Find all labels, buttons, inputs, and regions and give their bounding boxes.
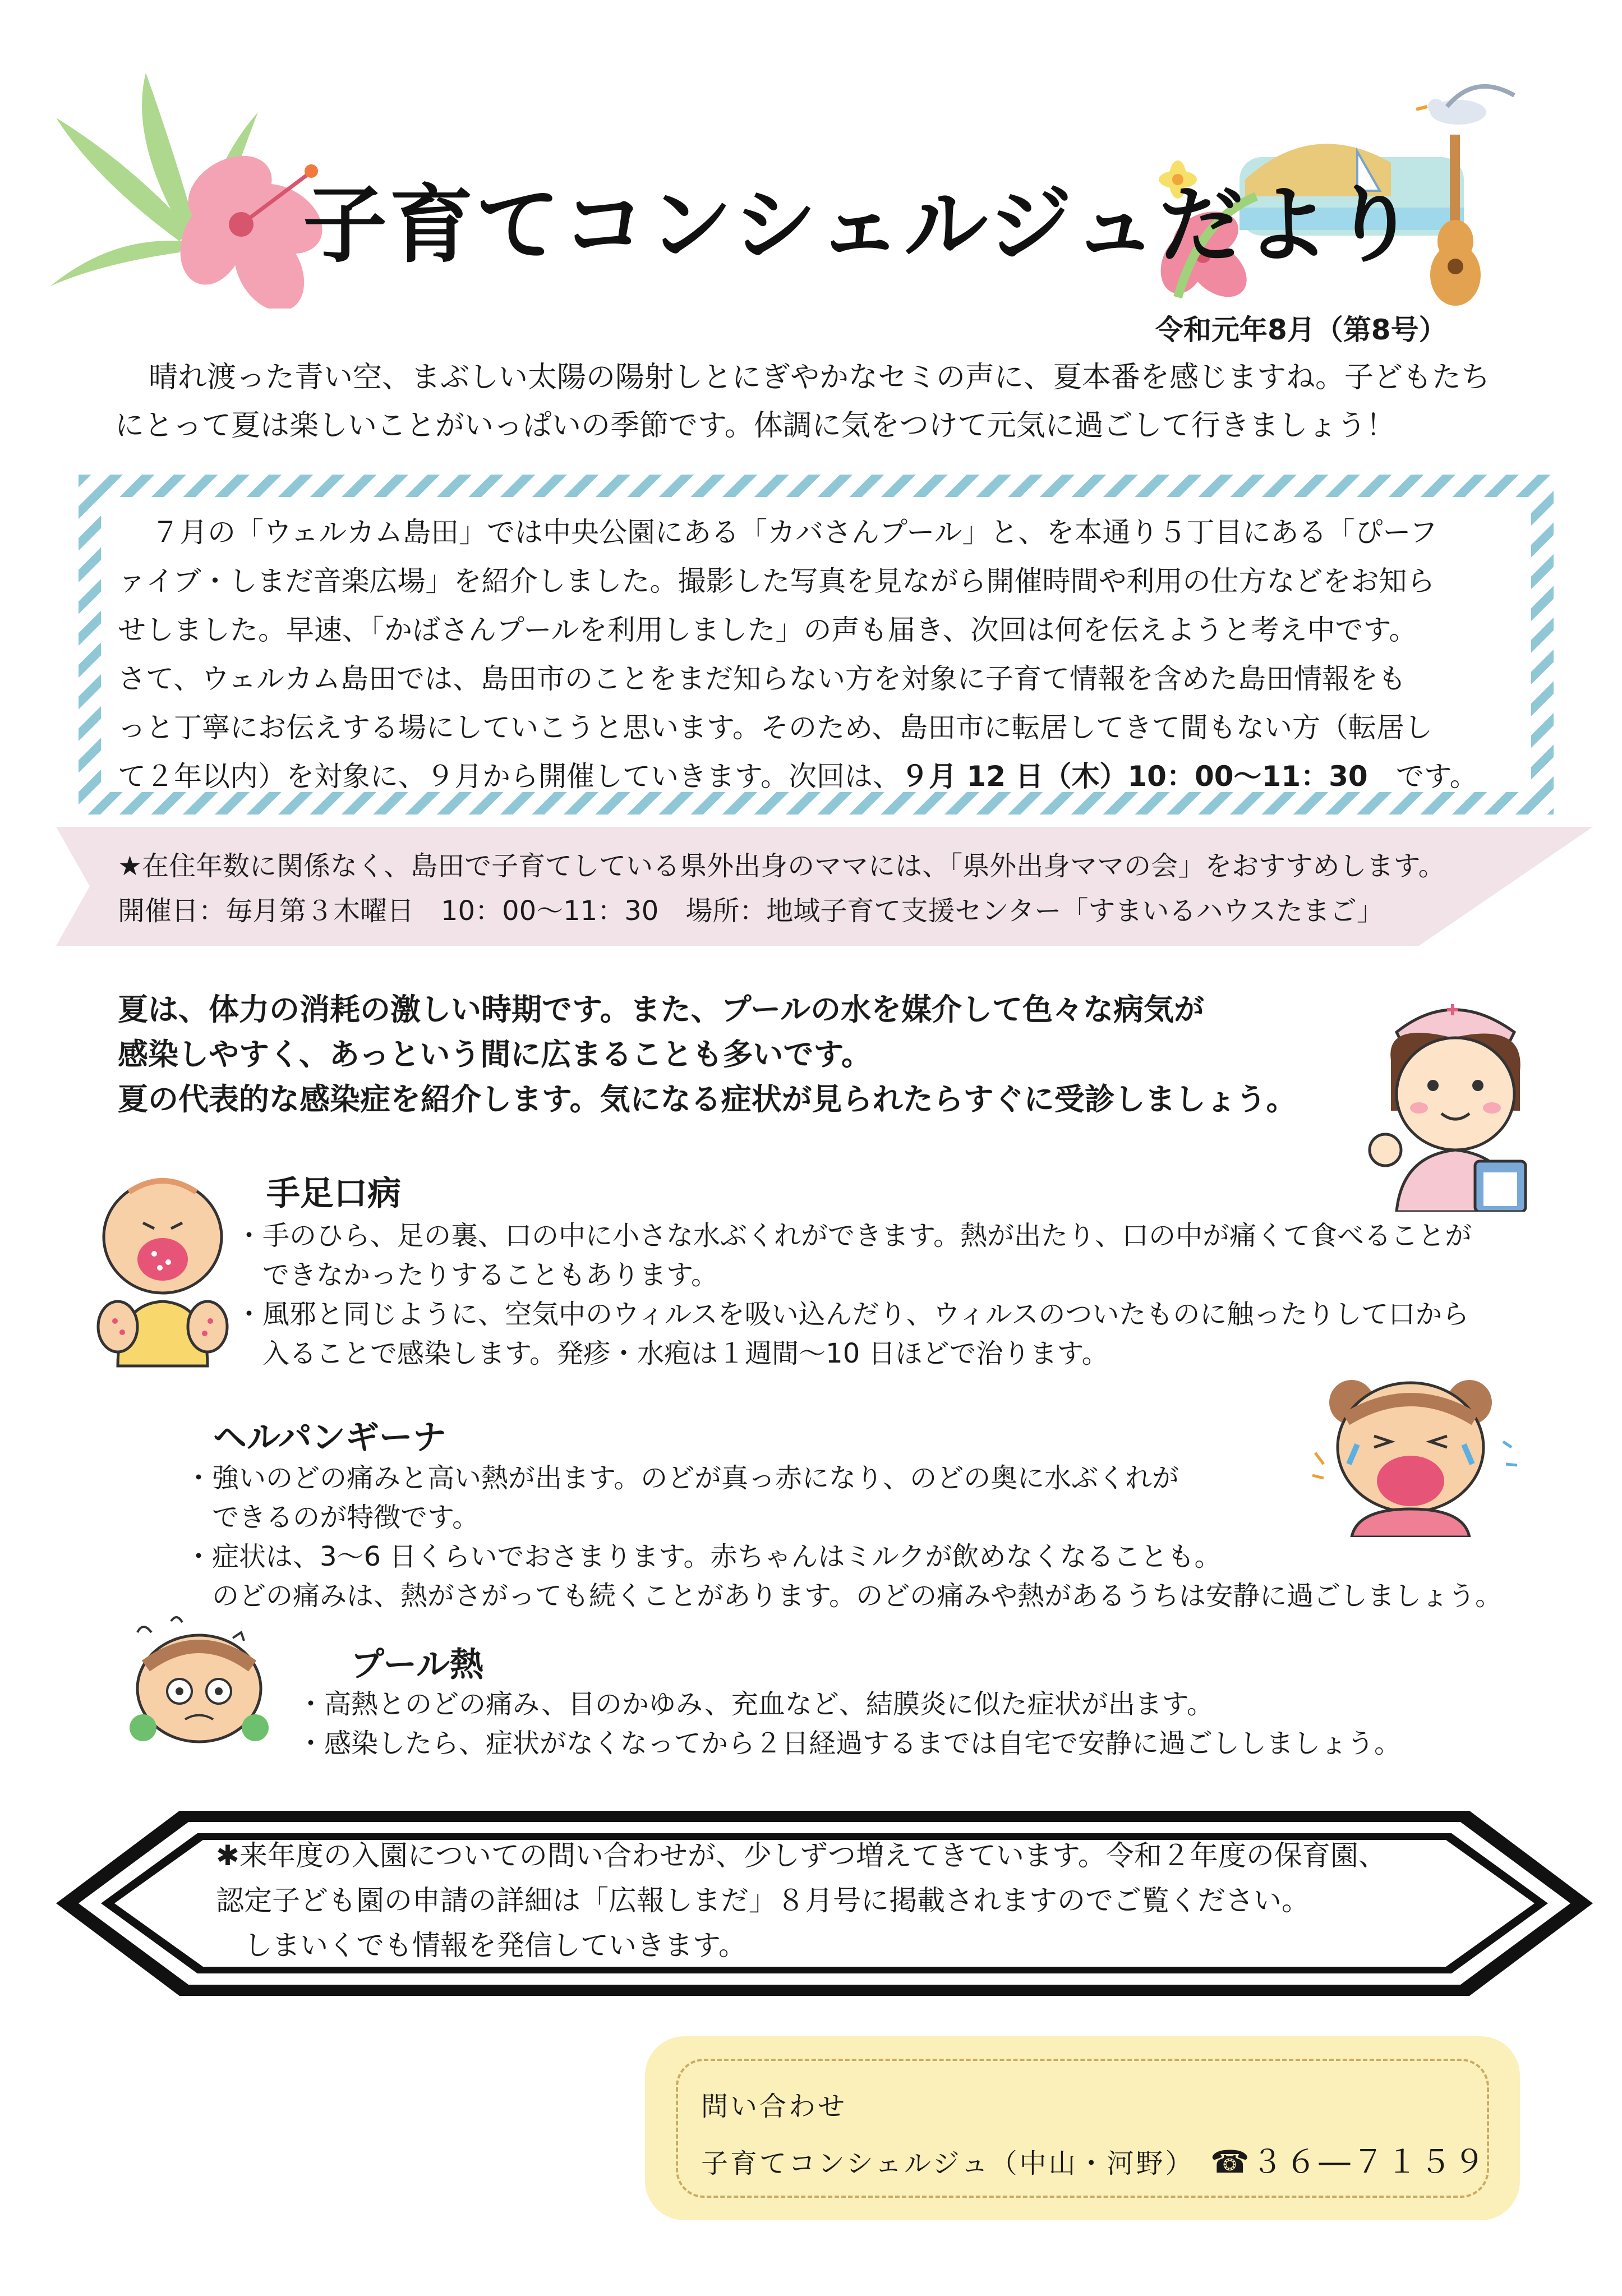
nurse-illustration bbox=[1363, 987, 1548, 1212]
hfmd-line: 入ることで感染します。発疹・水疱は１週間～10 日ほどで治ります。 bbox=[236, 1338, 1109, 1369]
herpangina-line: できるのが特徴です。 bbox=[185, 1502, 480, 1533]
contact-name: 子育てコンシェルジュ（中山・河野） bbox=[701, 2148, 1181, 2179]
intro-line: にとって夏は楽しいことがいっぱいの季節です。体調に気をつけて元気に過ごして行きましょう！ bbox=[115, 409, 1395, 443]
baby-hfmd-illustration bbox=[95, 1170, 230, 1372]
herpangina-line: のどの痛みは、熱がさがっても続くことがあります。のどの痛みや熱があるうちは安静に過ごしましょう。 bbox=[185, 1580, 1503, 1612]
contact-heading: 問い合わせ bbox=[701, 2091, 847, 2122]
welcome-shimada-box bbox=[79, 475, 1554, 815]
pool-fever-line: ・感染したら、症状がなくなってから２日経過するまでは自宅で安静に過ごししましょう。 bbox=[297, 1728, 1402, 1759]
hfmd-line: ・風邪と同じように、空気中のウィルスを吸い込んだり、ウィルスのついたものに触ったりして口から bbox=[236, 1299, 1469, 1330]
hfmd-description bbox=[236, 1216, 1542, 1373]
welcome-line: ７月の「ウェルカム島田」では中央公園にある「カバさんプール」と、を本通り５丁目にある「ぴーフ bbox=[151, 516, 1437, 549]
pool-fever-title: プール熱 bbox=[351, 1645, 483, 1685]
hfmd-line: できなかったりすることもあります。 bbox=[236, 1259, 718, 1291]
mama-group-notice bbox=[118, 844, 1542, 933]
intro-line: 晴れ渡った青い空、まぶしい太陽の陽射しとにぎやかなセミの声に、夏本番を感じますね。子どもたち bbox=[149, 361, 1491, 394]
mama-group-schedule: 開催日：毎月第３木曜日 10：00～11：30 場所：地域子育て支援センター「すまいるハウスたまご」 bbox=[118, 895, 1384, 927]
nursery-notice bbox=[216, 1833, 1467, 1968]
nursery-line: しまいくでも情報を発信していきます。 bbox=[216, 1929, 747, 1962]
hfmd-line: ・手のひら、足の裏、口の中に小さな水ぶくれができます。熱が出たり、口の中が痛くて食べることが bbox=[236, 1220, 1472, 1251]
hfmd-title: 手足口病 bbox=[266, 1174, 401, 1213]
contact-info bbox=[701, 2078, 1487, 2192]
contact-line bbox=[701, 2134, 1487, 2192]
pool-fever-line: ・高熱とのどの痛み、目のかゆみ、充血など、結膜炎に似た症状が出ます。 bbox=[297, 1688, 1214, 1720]
nursery-line: 認定子ども園の申請の詳細は「広報しまだ」８月号に掲載されますのでご覧ください。 bbox=[216, 1884, 1310, 1917]
newsletter-title: 子育てコンシェルジュだより bbox=[303, 177, 1418, 274]
intro-paragraph bbox=[115, 353, 1517, 450]
herpangina-title: ヘルパンギーナ bbox=[213, 1418, 446, 1457]
summer-line: 感染しやすく、あっという間に広まることも多いです。 bbox=[118, 1037, 872, 1072]
welcome-line: さて、ウェルカム島田では、島田市のことをまだ知らない方を対象に子育て情報を含めた島田情報をも bbox=[118, 662, 1406, 695]
seagull-icon bbox=[1416, 86, 1514, 125]
sick-child-illustration bbox=[121, 1616, 283, 1750]
welcome-line: っと丁寧にお伝えする場にしていこうと思います。そのため、島田市に転居してきて間もない方（転居し bbox=[118, 711, 1432, 744]
contact-phone: ☎３６―７１５９ bbox=[1210, 2144, 1487, 2180]
issue-date: 令和元年8月（第8号） bbox=[1155, 314, 1447, 346]
next-event-date: ９月 12 日（木）10：00～11：30 bbox=[901, 760, 1368, 793]
summer-line: 夏の代表的な感染症を紹介します。気になる症状が見られたらすぐに受診しましょう。 bbox=[118, 1082, 1297, 1117]
nursery-line: ✱来年度の入園についての問い合わせが、少しずつ増えてきています。令和２年度の保育園、 bbox=[216, 1839, 1386, 1872]
herpangina-line: ・強いのどの痛みと高い熱が出ます。のどが真っ赤になり、のどの奥に水ぶくれが bbox=[185, 1462, 1179, 1494]
welcome-line-last: て２年以内）を対象に、９月から開催していきます。次回は、９月 12 日（木）10：00～11：30 です。 bbox=[118, 760, 1478, 793]
mama-group-line: ★在住年数に関係なく、島田で子育てしている県外出身のママには、「県外出身ママの会」をおすすめします。 bbox=[118, 850, 1445, 882]
welcome-line: せしました。早速、「かばさんプールを利用しました」の声も届き、次回は何を伝えようと考え中です。 bbox=[118, 614, 1417, 646]
summer-health-notice bbox=[118, 987, 1380, 1122]
summer-line: 夏は、体力の消耗の激しい時期です。また、プールの水を媒介して色々な病気が bbox=[118, 992, 1204, 1027]
herpangina-line: ・症状は、3～6 日くらいでおさまります。赤ちゃんはミルクが飲めなくなることも。 bbox=[185, 1541, 1222, 1572]
pool-fever-description bbox=[297, 1685, 1531, 1763]
herpangina-description bbox=[185, 1458, 1565, 1616]
welcome-text bbox=[118, 508, 1554, 801]
welcome-line: ァイブ・しまだ音楽広場」を紹介しました。撮影した写真を見ながら開催時間や利用の仕方などをお知ら bbox=[118, 565, 1435, 597]
